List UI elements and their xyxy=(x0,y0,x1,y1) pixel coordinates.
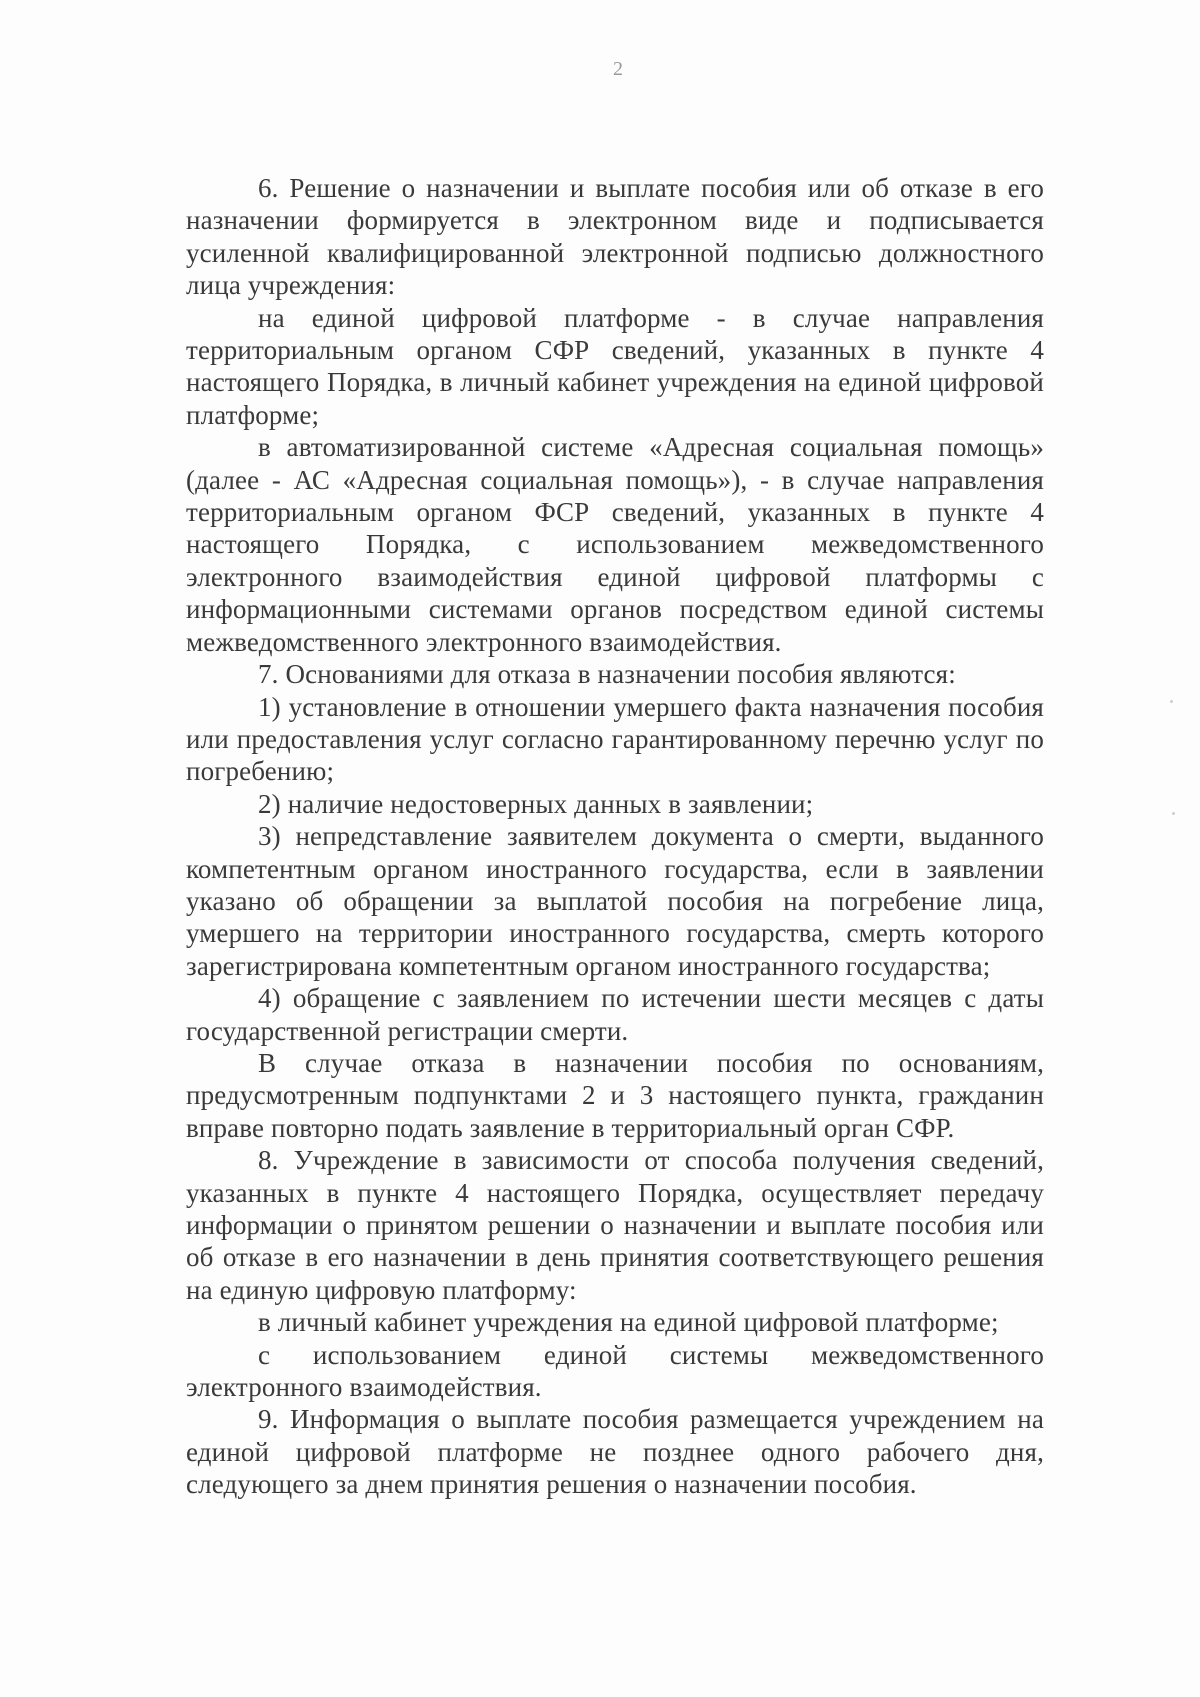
paragraph-6-item-as: в автоматизированной системе «Адресная социальная помощь» (далее - АС «Адресная социальная помощь»), - в случае направления территориальным органом ФСР сведений, указанных в пункте 4 настоящего Порядка, с использованием межведомственного электронного взаимодействия единой цифровой платформы с информационными системами органов посредством единой системы межведомственного электронного взаимодействия. xyxy=(186,432,1044,657)
document-body xyxy=(186,172,1044,1501)
paragraph-8: 8. Учреждение в зависимости от способа получения сведений, указанных в пункте 4 настоящего Порядка, осуществляет передачу информации о принятом решении о назначении и выплате пособия или об отказе в его назначении в день принятия соответствующего решения на единую цифровую платформу: xyxy=(186,1145,1044,1305)
paragraph-9: 9. Информация о выплате пособия размещается учреждением на единой цифровой платформе не позднее одного рабочего дня, следующего за днем принятия решения о назначении пособия. xyxy=(186,1404,1044,1500)
paragraph-7-item-4: 4) обращение с заявлением по истечении шести месяцев с даты государственной регистрации смерти. xyxy=(186,983,1044,1046)
paragraph-6: 6. Решение о назначении и выплате пособия или об отказе в его назначении формируется в электронном виде и подписывается усиленной квалифицированной электронной подписью должностного лица учреждения: xyxy=(186,173,1044,301)
paragraph-6-item-platform: на единой цифровой платформе - в случае направления территориальным органом СФР сведений, указанных в пункте 4 настоящего Порядка, в личный кабинет учреждения на единой цифровой платформе; xyxy=(186,302,1044,430)
scan-speck xyxy=(1172,812,1175,815)
paragraph-7: 7. Основаниями для отказа в назначении пособия являются: xyxy=(258,659,956,690)
paragraph-7-item-3: 3) непредставление заявителем документа о смерти, выданного компетентным органом иностранного государства, если в заявлении указано об обращении за выплатой пособия на погребение лица, умершего на территории иностранного государства, смерть которого зарегистрирована компетентным органом иностранного государства; xyxy=(186,821,1044,981)
page-number: 2 xyxy=(613,58,623,80)
scan-speck xyxy=(1170,700,1173,703)
paragraph-7-item-2: 2) наличие недостоверных данных в заявлении; xyxy=(258,788,814,819)
paragraph-7-item-1: 1) установление в отношении умершего факта назначения пособия или предоставления услуг согласно гарантированному перечню услуг по погребению; xyxy=(186,691,1044,787)
paragraph-8-item-smev: с использованием единой системы межведомственного электронного взаимодействия. xyxy=(186,1339,1044,1403)
paragraph-8-item-cabinet: в личный кабинет учреждения на единой цифровой платформе; xyxy=(258,1307,999,1338)
paragraph-7-note: В случае отказа в назначении пособия по основаниям, предусмотренным подпунктами 2 и 3 настоящего пункта, гражданин вправе повторно подать заявление в территориальный орган СФР. xyxy=(186,1047,1044,1143)
